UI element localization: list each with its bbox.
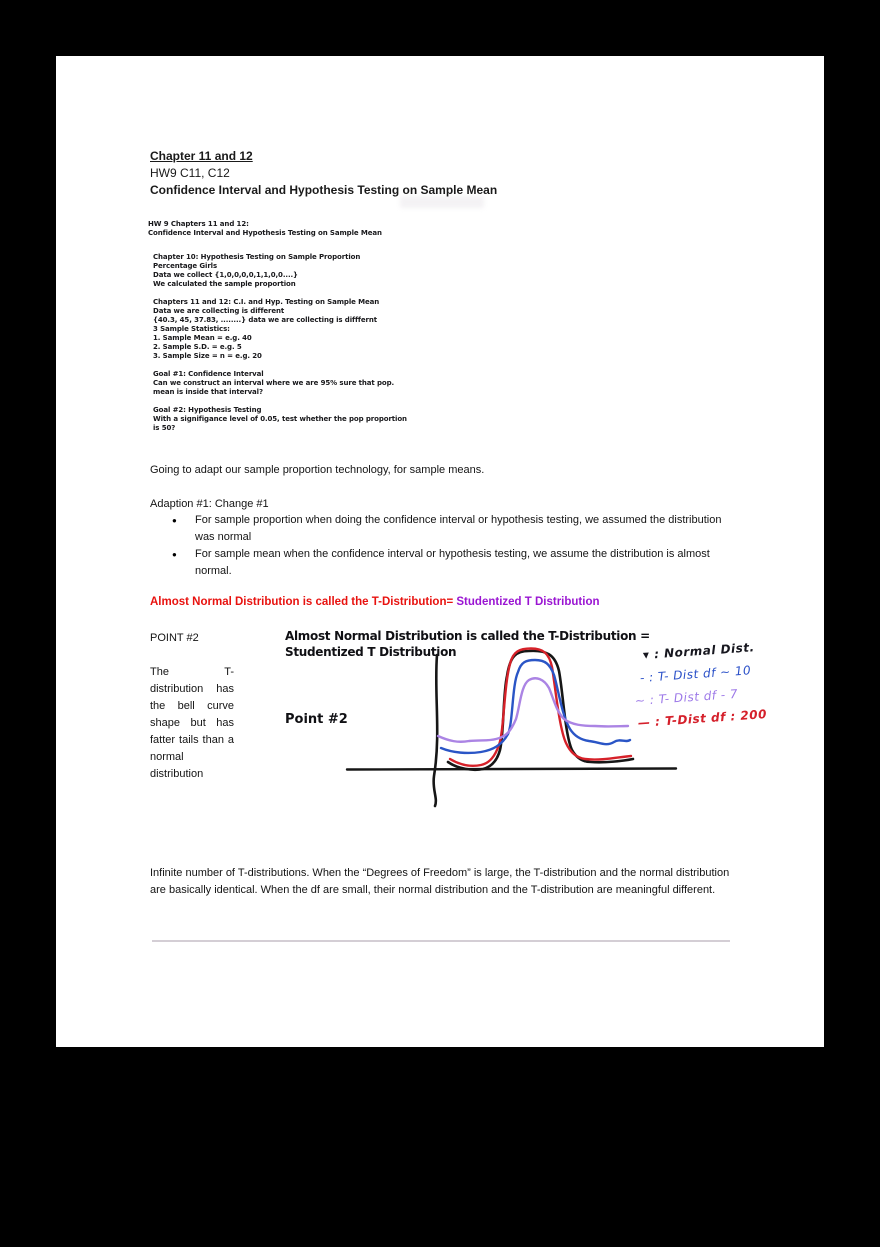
notes-chapters11-12-block — [148, 298, 448, 361]
notes-chapter10-block — [148, 253, 448, 289]
bullet-icon: ● — [172, 550, 177, 559]
notes-line: 3. Sample Size = n = e.g. 20 — [153, 352, 262, 360]
notes-line: We calculated the sample proportion — [153, 280, 296, 288]
tdistribution-statement-red: Almost Normal Distribution is called the T-Distribution= — [150, 596, 457, 608]
notes-line: 2. Sample S.D. = e.g. 5 — [153, 343, 242, 351]
notes-line: Goal #2: Hypothesis Testing — [153, 406, 262, 414]
tdistribution-sketch-image — [283, 628, 843, 818]
notes-goal1-block — [148, 370, 448, 397]
notes-goal2-block — [148, 406, 448, 433]
horizontal-divider — [152, 940, 730, 942]
chapter-title: Chapter 11 and 12 — [150, 149, 253, 163]
notes-line: mean is inside that interval? — [153, 388, 263, 396]
curve-t-dist-df-10 — [441, 660, 630, 753]
x-axis-line — [347, 769, 676, 770]
bullet-text: For sample proportion when doing the confidence interval or hypothesis testing, we assumed the distribution was normal — [195, 514, 722, 543]
y-axis-line — [434, 655, 438, 806]
adaption-heading: Adaption #1: Change #1 — [150, 498, 269, 510]
curve-t-dist-df-200 — [450, 649, 631, 766]
hw-subtitle: HW9 C11, C12 — [150, 166, 230, 180]
notes-line: Can we construct an interval where we are 95% sure that pop. — [153, 379, 395, 387]
legend-t-dist-df200: — : T-Dist df : 200 — [637, 707, 768, 730]
notes-line: Data we are collecting is different — [153, 307, 285, 315]
paragraph-infinite-tdistributions: Infinite number of T-distributions. When the “Degrees of Freedom” is large, the T-distribution and the normal distribution are basically identical. When the df are small, their normal distribution and the T-distribution are meaningful different. — [150, 867, 730, 896]
topic-heading: Confidence Interval and Hypothesis Testing on Sample Mean — [150, 183, 498, 197]
legend-t-dist-df7: ~ : T- Dist df - 7 — [634, 686, 739, 708]
notes-line: 1. Sample Mean = e.g. 40 — [153, 334, 252, 342]
tdistribution-curves-svg — [283, 628, 820, 818]
tdistribution-statement — [150, 595, 790, 610]
notes-line: 3 Sample Statistics: — [153, 325, 230, 333]
bullet-icon: ● — [172, 516, 177, 525]
adaption-bullet-list — [172, 512, 732, 580]
sketch-point2-label: Point #2 — [285, 712, 348, 727]
notes-line: is 50? — [153, 424, 176, 432]
doc-heading — [150, 148, 710, 199]
bullet-text: For sample mean when the confidence interval or hypothesis testing, we assume the distribution is almost normal. — [195, 548, 710, 577]
notes-line: HW 9 Chapters 11 and 12: — [148, 220, 249, 228]
notes-line: {40.3, 45, 37.83, ........} data we are collecting is difffernt — [153, 316, 377, 324]
notes-line: With a signifigance level of 0.05, test whether the pop proportion — [153, 415, 407, 423]
legend-normal-dist: ▾ : Normal Dist. — [642, 640, 756, 662]
point2-paragraph: The T-distribution has the bell curve shape but has fatter tails than a normal distribution — [150, 666, 234, 780]
point2-label: POINT #2 — [150, 632, 199, 644]
list-item — [172, 512, 732, 546]
sketch-title-line1: Almost Normal Distribution is called the T-Distribution = — [285, 629, 650, 643]
notes-line: Chapter 10: Hypothesis Testing on Sample Proportion — [153, 253, 361, 261]
notes-line: Data we collect {1,0,0,0,0,1,1,0,0....} — [153, 271, 298, 279]
legend-t-dist-df10: - : T- Dist df ~ 10 — [639, 663, 752, 685]
notes-line: Confidence Interval and Hypothesis Testing on Sample Mean — [148, 229, 382, 237]
document-page — [56, 56, 824, 1047]
list-item — [172, 546, 732, 580]
sketch-title-line2: Studentized T Distribution — [285, 645, 457, 659]
notes-line: Percentage Girls — [153, 262, 218, 270]
notes-header — [148, 220, 448, 238]
paragraph-adapt-technology: Going to adapt our sample proportion technology, for sample means. — [150, 464, 485, 476]
curve-t-dist-df-7 — [438, 678, 628, 742]
notes-line: Chapters 11 and 12: C.I. and Hyp. Testing on Sample Mean — [153, 298, 380, 306]
notes-line: Goal #1: Confidence Interval — [153, 370, 264, 378]
embedded-notes-image — [148, 220, 448, 433]
tdistribution-statement-purple: Studentized T Distribution — [456, 596, 600, 608]
